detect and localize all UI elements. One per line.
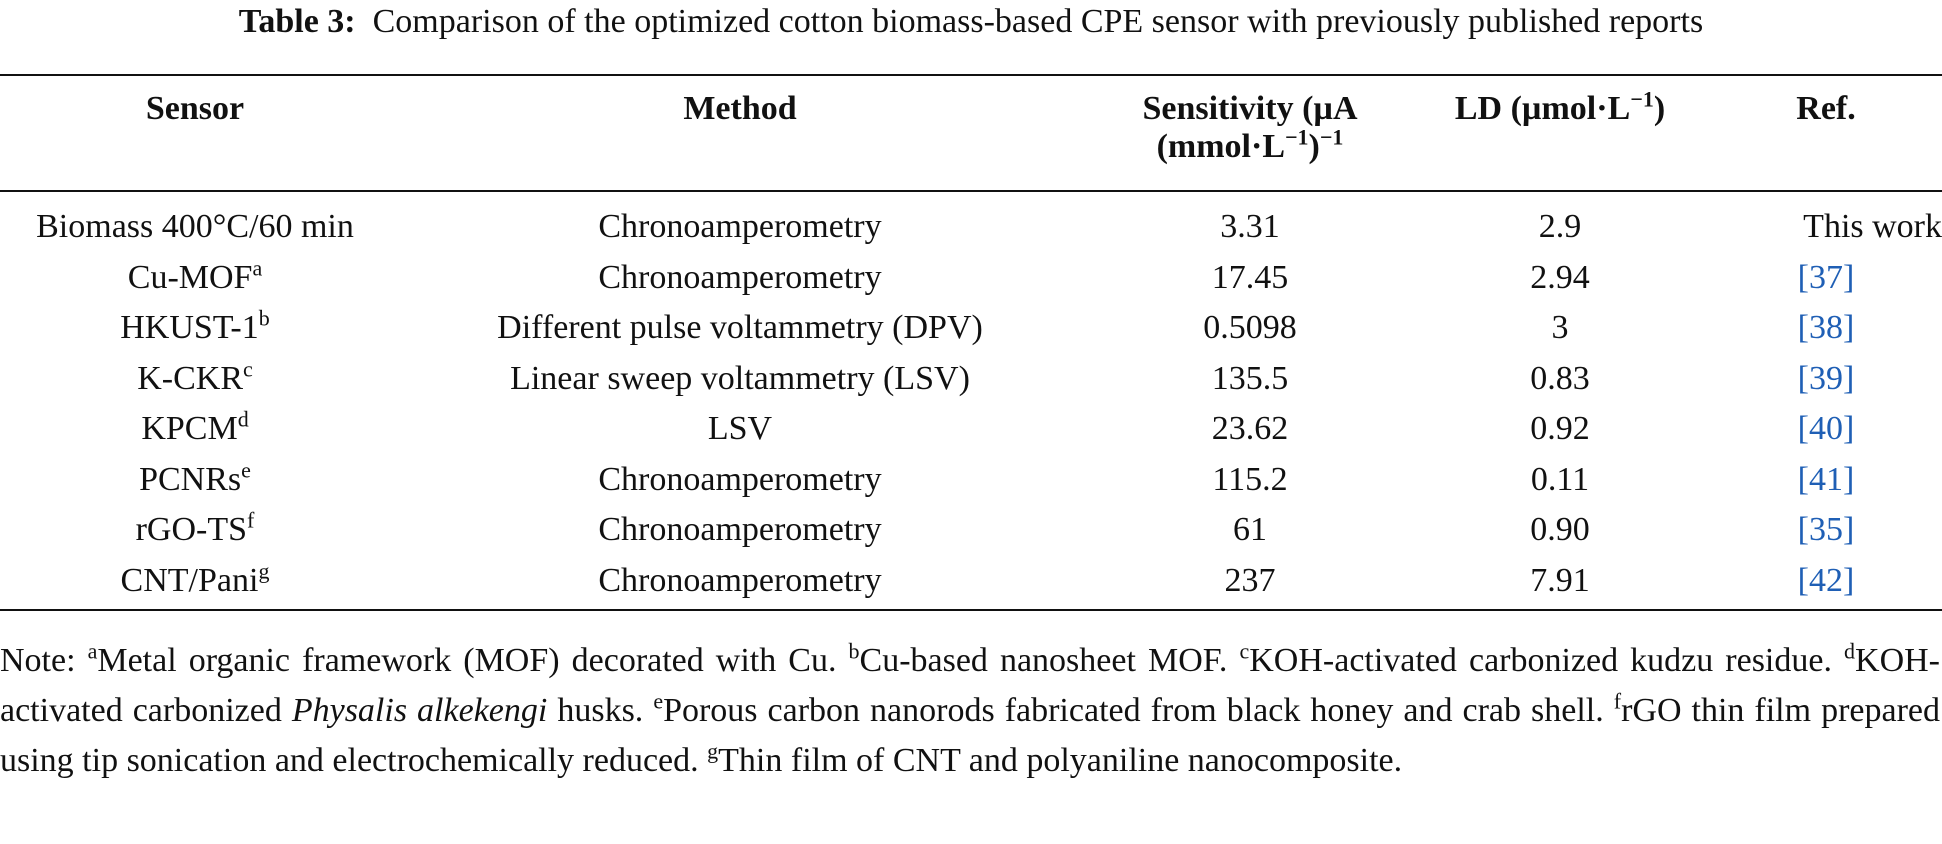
reference-link[interactable]: [38] [1797,309,1855,346]
header-sensor: Sensor [145,90,245,127]
footnote-marker: e [241,457,251,483]
sensor-name: K-CKR [137,359,244,397]
note-marker-b: b [848,638,860,664]
footnote-marker: c [243,356,253,382]
cell-sensitivity: 135.5 [1211,359,1289,397]
header-sensitivity-line1: Sensitivity (µA [1142,90,1358,127]
cell-ld: 2.94 [1530,258,1590,296]
table-row [0,190,1942,253]
cell-sensor [0,455,390,506]
cell-sensitivity: 17.45 [1211,258,1289,296]
cell-sensitivity: 23.62 [1211,410,1289,447]
note-marker-e: e [653,688,664,714]
header-sensitivity-unit-post: ) [1308,128,1320,165]
note-text-d-italic: Physalis alkekengi [291,692,548,729]
cell-ld: 3 [1551,309,1569,346]
cell-method: Chronoamperometry [598,258,882,296]
footnote-marker: b [258,305,270,331]
cell-sensitivity: 0.5098 [1203,309,1297,346]
table-row [0,556,1942,607]
table-row [0,303,1942,354]
cell-sensitivity: 3.31 [1220,208,1280,245]
header-ld-sup: −1 [1630,86,1654,112]
cell-method: Chronoamperometry [598,460,882,498]
sensor-name: HKUST-1 [120,309,259,346]
header-sensitivity-unit-sup: −1 [1285,124,1309,150]
cell-sensor [0,556,390,607]
reference-link[interactable]: [35] [1797,511,1855,548]
cell-ld: 0.83 [1530,359,1590,397]
cell-method: Different pulse voltammetry (DPV) [497,309,983,346]
cell-method: Linear sweep voltammetry (LSV) [510,359,970,397]
cell-sensor [0,303,390,354]
cell-ld: 2.9 [1538,208,1582,245]
note-marker-f: f [1613,688,1622,714]
cell-ld: 0.90 [1530,511,1590,548]
table-row [0,505,1942,556]
cell-method: Chronoamperometry [598,561,882,599]
footnote-marker: g [258,558,270,584]
footnote-marker: f [247,507,255,533]
note-marker-c: c [1239,638,1250,664]
reference-link[interactable]: [42] [1797,561,1855,599]
sensor-name: Biomass 400°C/60 min [36,208,354,245]
reference-link[interactable]: [41] [1797,460,1855,498]
comparison-table [0,76,1942,606]
cell-ld: 7.91 [1530,561,1590,599]
cell-ld: 0.92 [1530,410,1590,447]
note-prefix: Note: [0,642,88,679]
note-text-f: rGO thin film prepared using tip sonication and electrochemically reduced. [0,692,1940,779]
cell-method: Chronoamperometry [598,208,882,245]
cell-sensitivity: 61 [1233,511,1267,548]
cell-sensor [0,505,390,556]
cell-sensor [0,253,390,304]
note-text-d-pre: KOH-activated carbonized [0,642,1940,729]
cell-ref [1710,253,1942,304]
header-method: Method [683,90,797,127]
reference-link[interactable]: [37] [1797,258,1855,296]
note-text-c: KOH-activated carbonized kudzu residue. [1249,642,1845,679]
cell-ref [1710,404,1942,455]
sensor-name: PCNRs [139,460,242,498]
cell-ref [1710,556,1942,607]
sensor-name: Cu-MOF [127,258,253,296]
sensor-name: KPCM [141,410,238,447]
header-ref: Ref. [1796,90,1856,127]
table-caption [0,0,1942,44]
cell-sensor [0,354,390,405]
table-note [0,636,1940,786]
footnote-marker: a [252,255,263,281]
bottom-rule [0,609,1942,611]
cell-method: Chronoamperometry [598,511,882,548]
note-marker-d: d [1844,638,1856,664]
header-ld-post: ) [1653,90,1666,127]
cell-sensitivity: 115.2 [1212,460,1288,498]
note-text-d-post: husks. [547,692,654,729]
cell-ref: This work [1803,208,1942,245]
table-body [0,190,1942,606]
header-ld-pre: LD (µmol·L [1454,90,1631,127]
header-ld [1410,76,1710,190]
note-text-g: Thin film of CNT and polyaniline nanocomposite. [718,742,1403,779]
cell-ref [1710,505,1942,556]
cell-ref [1710,303,1942,354]
note-text-a: Metal organic framework (MOF) decorated with Cu. [97,642,849,679]
table-row [0,455,1942,506]
sensor-name: CNT/Pani [120,561,259,599]
table-title: Comparison of the optimized cotton biomass-based CPE sensor with previously published reports [372,3,1704,40]
cell-sensor [0,190,390,253]
cell-method: LSV [707,410,773,447]
cell-sensitivity: 237 [1224,561,1276,599]
reference-link[interactable]: [39] [1797,359,1855,397]
header-sensitivity [1090,76,1410,190]
header-row [0,76,1942,190]
table-row [0,253,1942,304]
footnote-marker: d [237,406,249,432]
reference-link[interactable]: [40] [1797,410,1855,447]
table-row [0,404,1942,455]
cell-sensor [0,404,390,455]
note-text-e: Porous carbon nanorods fabricated from black honey and crab shell. [663,692,1614,729]
note-marker-a: a [87,638,98,664]
cell-ref [1710,455,1942,506]
header-sensitivity-unit-sup2: −1 [1319,124,1344,150]
header-sensitivity-unit-pre: (mmol·L [1156,128,1285,165]
table-label: Table 3: [238,3,356,40]
note-text-b: Cu-based nanosheet MOF. [859,642,1240,679]
cell-ref [1710,354,1942,405]
table-row [0,354,1942,405]
cell-ld: 0.11 [1530,460,1590,498]
note-marker-g: g [707,738,719,764]
sensor-name: rGO-TS [135,511,248,548]
